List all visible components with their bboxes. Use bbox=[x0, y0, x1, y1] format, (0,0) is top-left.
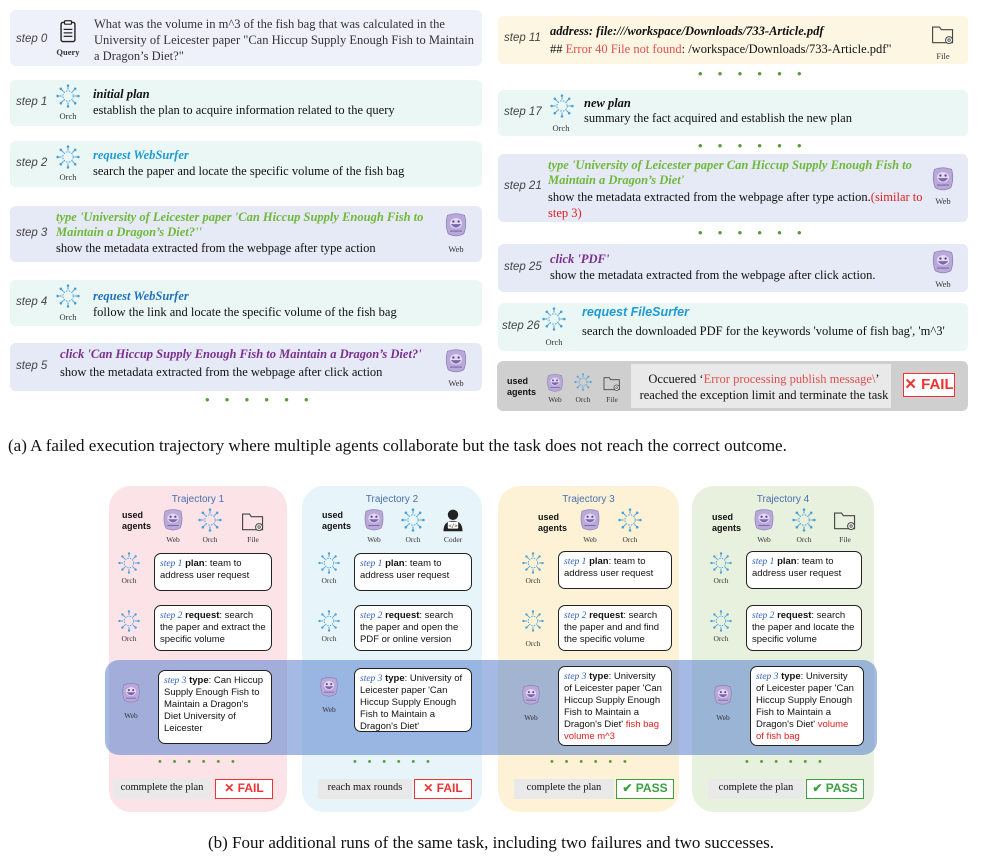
step-label: step 2 bbox=[16, 157, 48, 169]
step-3-bubble: step 3 type: University of Leicester paper 'Can Hiccup Supply Enough Fish to Maintain a Dragon's Diet' volume of fish bag bbox=[750, 666, 864, 746]
continuation-dots: • • • • • • bbox=[205, 392, 315, 407]
step-title: click 'Can Hiccup Supply Enough Fish to Maintain a Dragon’s Diet?' bbox=[60, 347, 422, 361]
orch-icon bbox=[550, 94, 574, 118]
error-text: Error processing publish message\ bbox=[703, 372, 876, 386]
orch-icon bbox=[56, 84, 80, 108]
agent-label: Web bbox=[583, 535, 597, 544]
web-icon bbox=[120, 682, 142, 704]
web-icon bbox=[362, 508, 386, 532]
result-label: reach max rounds bbox=[318, 779, 412, 799]
step-label: step 11 bbox=[504, 32, 541, 44]
web-icon bbox=[443, 212, 469, 238]
orch-icon-label: Orch bbox=[59, 172, 77, 182]
orch-icon bbox=[118, 552, 140, 574]
orch-icon-label: Orch bbox=[713, 634, 729, 643]
orch-icon bbox=[618, 508, 642, 532]
step-2-bubble: step 2 request: search the paper and and find the specific volume bbox=[558, 605, 672, 651]
step-body: ## Error 40 File not found: /workspace/Downloads/733-Article.pdf" bbox=[550, 42, 892, 56]
orch-icon-label: Orch bbox=[59, 312, 77, 322]
agent-label: File bbox=[839, 535, 851, 544]
used-agents-label: used agents bbox=[122, 510, 152, 531]
result-label: complete the plan bbox=[708, 779, 804, 799]
orch-icon-label: Orch bbox=[552, 123, 570, 133]
orch-icon-label: Orch bbox=[525, 639, 541, 648]
step-0-card bbox=[10, 10, 482, 66]
step-label: step 21 bbox=[504, 180, 542, 192]
orch-icon bbox=[710, 552, 732, 574]
query-icon bbox=[55, 18, 81, 46]
orch-icon bbox=[401, 508, 425, 532]
agent-label: Orch bbox=[796, 535, 812, 544]
pass-badge: ✔ PASS bbox=[806, 779, 864, 799]
web-icon-label: Web bbox=[935, 279, 951, 289]
orch-icon bbox=[522, 610, 544, 632]
result-label: complete the plan bbox=[514, 779, 614, 799]
file-icon bbox=[930, 21, 956, 47]
web-icon bbox=[318, 676, 340, 698]
file-icon-label: File bbox=[606, 395, 618, 404]
step-title: initial plan bbox=[93, 87, 150, 101]
step-label: step 26 bbox=[502, 320, 540, 332]
step-title: request WebSurfer bbox=[93, 148, 189, 162]
orch-icon bbox=[318, 552, 340, 574]
step-body: establish the plan to acquire information related to the query bbox=[93, 103, 395, 117]
step-label: step 3 bbox=[16, 227, 48, 239]
agent-label: Coder bbox=[443, 535, 463, 544]
step-label: step 17 bbox=[504, 106, 542, 118]
file-icon-label: File bbox=[936, 51, 950, 61]
step-label: step 1 bbox=[16, 96, 48, 108]
agent-label: Web bbox=[757, 535, 771, 544]
step-21-card bbox=[498, 154, 968, 222]
coder-icon bbox=[440, 507, 466, 533]
fail-badge: ✕ FAIL bbox=[215, 779, 273, 799]
orch-icon-label: Orch bbox=[575, 395, 591, 404]
agent-label: Orch bbox=[622, 535, 638, 544]
orch-icon-label: Orch bbox=[121, 634, 137, 643]
agent-label: Web bbox=[166, 535, 180, 544]
step-2-bubble: step 2 request: search the paper and locate the specific volume bbox=[746, 605, 862, 651]
agent-label: Web bbox=[367, 535, 381, 544]
step-17-card bbox=[498, 90, 968, 136]
query-icon-label: Query bbox=[56, 47, 80, 57]
used-agents-label: used agents bbox=[507, 376, 537, 397]
step-5-card bbox=[10, 343, 482, 391]
step-3-bubble: step 3 type: University of Leicester paper 'Can Hiccup Supply Enough Fish to Maintain a Dragon's Diet' fish bag volume m^3 bbox=[558, 666, 672, 746]
trajectory-title: Trajectory 2 bbox=[365, 494, 419, 505]
step-title: click 'PDF' bbox=[550, 252, 610, 266]
orch-icon-label: Orch bbox=[321, 634, 337, 643]
step-1-card bbox=[10, 80, 482, 126]
web-icon bbox=[161, 508, 185, 532]
orch-icon-label: Orch bbox=[525, 576, 541, 585]
web-icon bbox=[520, 684, 542, 706]
orch-icon-label: Orch bbox=[59, 111, 77, 121]
orch-icon bbox=[56, 145, 80, 169]
continuation-dots: • • • • • • bbox=[698, 225, 808, 240]
continuation-dots: • • • • • • bbox=[353, 756, 434, 768]
step-3-bubble: step 3 type: University of Leicester paper 'Can Hiccup Supply Enough Fish to Maintain a Dragon's Diet' bbox=[354, 668, 472, 732]
caption-b: (b) Four additional runs of the same task, including two failures and two successes. bbox=[207, 833, 775, 852]
step-25-card bbox=[498, 244, 968, 292]
step-body: search the paper and locate the specific volume of the fish bag bbox=[93, 164, 405, 178]
web-icon bbox=[712, 684, 734, 706]
step-title: type 'University of Leicester paper Can Hiccup Supply Enough Fish to Maintain a Dragon’s Diet' bbox=[548, 158, 912, 187]
orch-icon bbox=[574, 373, 592, 391]
similar-note: (similar to step 3) bbox=[548, 190, 923, 220]
step-4-card bbox=[10, 280, 482, 326]
used-agents-label: used agents bbox=[712, 512, 742, 533]
step-1-bubble: step 1 plan: team to address user request bbox=[354, 553, 472, 591]
step-body: summary the fact acquired and establish the new plan bbox=[584, 111, 852, 125]
web-icon bbox=[930, 166, 956, 192]
step-2-bubble: step 2 request: search the paper and extract the specific volume bbox=[154, 605, 272, 651]
web-icon-label: Web bbox=[322, 705, 336, 714]
orch-icon bbox=[118, 610, 140, 632]
fail-badge: ✕ FAIL bbox=[414, 779, 472, 799]
step-1-bubble: step 1 plan: team to address user request bbox=[746, 551, 862, 589]
final-status-text: Occuered ‘Error processing publish message\’ reached the exception limit and terminate the task bbox=[639, 372, 889, 402]
step-title: new plan bbox=[584, 96, 631, 110]
step-3-bubble: step 3 type: Can Hiccup Supply Enough Fish to Maintain a Dragon's Diet University of Leicester bbox=[158, 670, 272, 744]
web-icon bbox=[752, 508, 776, 532]
continuation-dots: • • • • • • bbox=[698, 138, 808, 153]
orch-icon bbox=[318, 610, 340, 632]
orch-icon-label: Orch bbox=[321, 576, 337, 585]
fail-badge: ✕ FAIL bbox=[903, 373, 955, 397]
trajectory-title: Trajectory 1 bbox=[171, 494, 225, 505]
file-icon bbox=[240, 508, 266, 534]
orch-icon-label: Orch bbox=[545, 337, 563, 347]
continuation-dots: • • • • • • bbox=[698, 66, 808, 81]
step-label: step 4 bbox=[16, 296, 48, 308]
step-title: request WebSurfer bbox=[93, 289, 189, 303]
used-agents-label: used agents bbox=[322, 510, 352, 531]
file-icon bbox=[832, 507, 858, 533]
step-title: address: file:///workspace/Downloads/733-Article.pdf bbox=[550, 24, 824, 38]
error-text: Error 40 File not found bbox=[565, 42, 682, 56]
orch-icon-label: Orch bbox=[713, 576, 729, 585]
step-11-card bbox=[498, 16, 968, 64]
step-1-bubble: step 1 plan: team to address user request bbox=[154, 553, 272, 591]
web-icon-label: Web bbox=[448, 378, 464, 388]
web-icon-label: Web bbox=[124, 711, 138, 720]
web-icon bbox=[930, 249, 956, 275]
web-icon-label: Web bbox=[448, 244, 464, 254]
orch-icon bbox=[542, 307, 566, 331]
web-icon bbox=[578, 508, 602, 532]
step-body: show the metadata extracted from the webpage after type action.(similar to step 3) bbox=[548, 190, 923, 220]
web-icon-label: Web bbox=[524, 713, 538, 722]
orch-icon bbox=[198, 508, 222, 532]
final-status-card bbox=[497, 361, 968, 411]
step-body: show the metadata extracted from the webpage after type action bbox=[56, 241, 376, 255]
step-label: step 25 bbox=[504, 261, 542, 273]
query-text: What was the volume in m^3 of the fish bag that was calculated in the University of Leicester paper "Can Hiccup Supply Enough Fish to Maintain a Dragon’s Diet?" bbox=[94, 17, 475, 63]
web-icon-label: Web bbox=[935, 196, 951, 206]
orch-icon bbox=[522, 552, 544, 574]
orch-icon bbox=[56, 284, 80, 308]
web-icon-label: Web bbox=[716, 713, 730, 722]
step-body: show the metadata extracted from the webpage after click action bbox=[60, 365, 383, 379]
orch-icon bbox=[792, 508, 816, 532]
step-26-card bbox=[498, 303, 968, 351]
step-2-bubble: step 2 request: search the paper and open the PDF or online version bbox=[354, 605, 472, 651]
step-label: step 0 bbox=[16, 33, 48, 45]
web-icon bbox=[443, 348, 469, 374]
step-label: step 5 bbox=[16, 360, 48, 372]
step-body: follow the link and locate the specific volume of the fish bag bbox=[93, 305, 397, 319]
orch-icon-label: Orch bbox=[121, 576, 137, 585]
web-icon-label: Web bbox=[548, 395, 562, 404]
trajectory-title: Trajectory 4 bbox=[756, 494, 810, 505]
step-title: type 'University of Leicester paper 'Can Hiccup Supply Enough Fish to Maintain a Dragon’s Diet?'' bbox=[56, 210, 424, 239]
web-icon bbox=[545, 373, 565, 393]
trajectory-title: Trajectory 3 bbox=[562, 494, 615, 505]
used-agents-label: used agents bbox=[538, 512, 568, 533]
step-body: search the downloaded PDF for the keywords 'volume of fish bag', 'm^3' bbox=[582, 324, 945, 338]
continuation-dots: • • • • • • bbox=[745, 756, 826, 768]
step-3-card bbox=[10, 206, 482, 262]
step-1-bubble: step 1 plan: team to address user request bbox=[558, 551, 672, 589]
orch-icon bbox=[710, 610, 732, 632]
continuation-dots: • • • • • • bbox=[158, 756, 239, 768]
file-icon bbox=[602, 373, 622, 393]
step-title: request FileSurfer bbox=[582, 305, 689, 319]
agent-label: Orch bbox=[405, 535, 421, 544]
agent-label: Orch bbox=[202, 535, 218, 544]
pass-badge: ✔ PASS bbox=[616, 779, 674, 799]
caption-a: (a) A failed execution trajectory where multiple agents collaborate but the task does not reach the correct outcome. bbox=[8, 436, 787, 455]
agent-label: File bbox=[247, 535, 259, 544]
continuation-dots: • • • • • • bbox=[550, 756, 631, 768]
result-label: commplete the plan bbox=[113, 779, 211, 799]
step-2-card bbox=[10, 141, 482, 187]
step-body: show the metadata extracted from the webpage after click action. bbox=[550, 268, 876, 282]
